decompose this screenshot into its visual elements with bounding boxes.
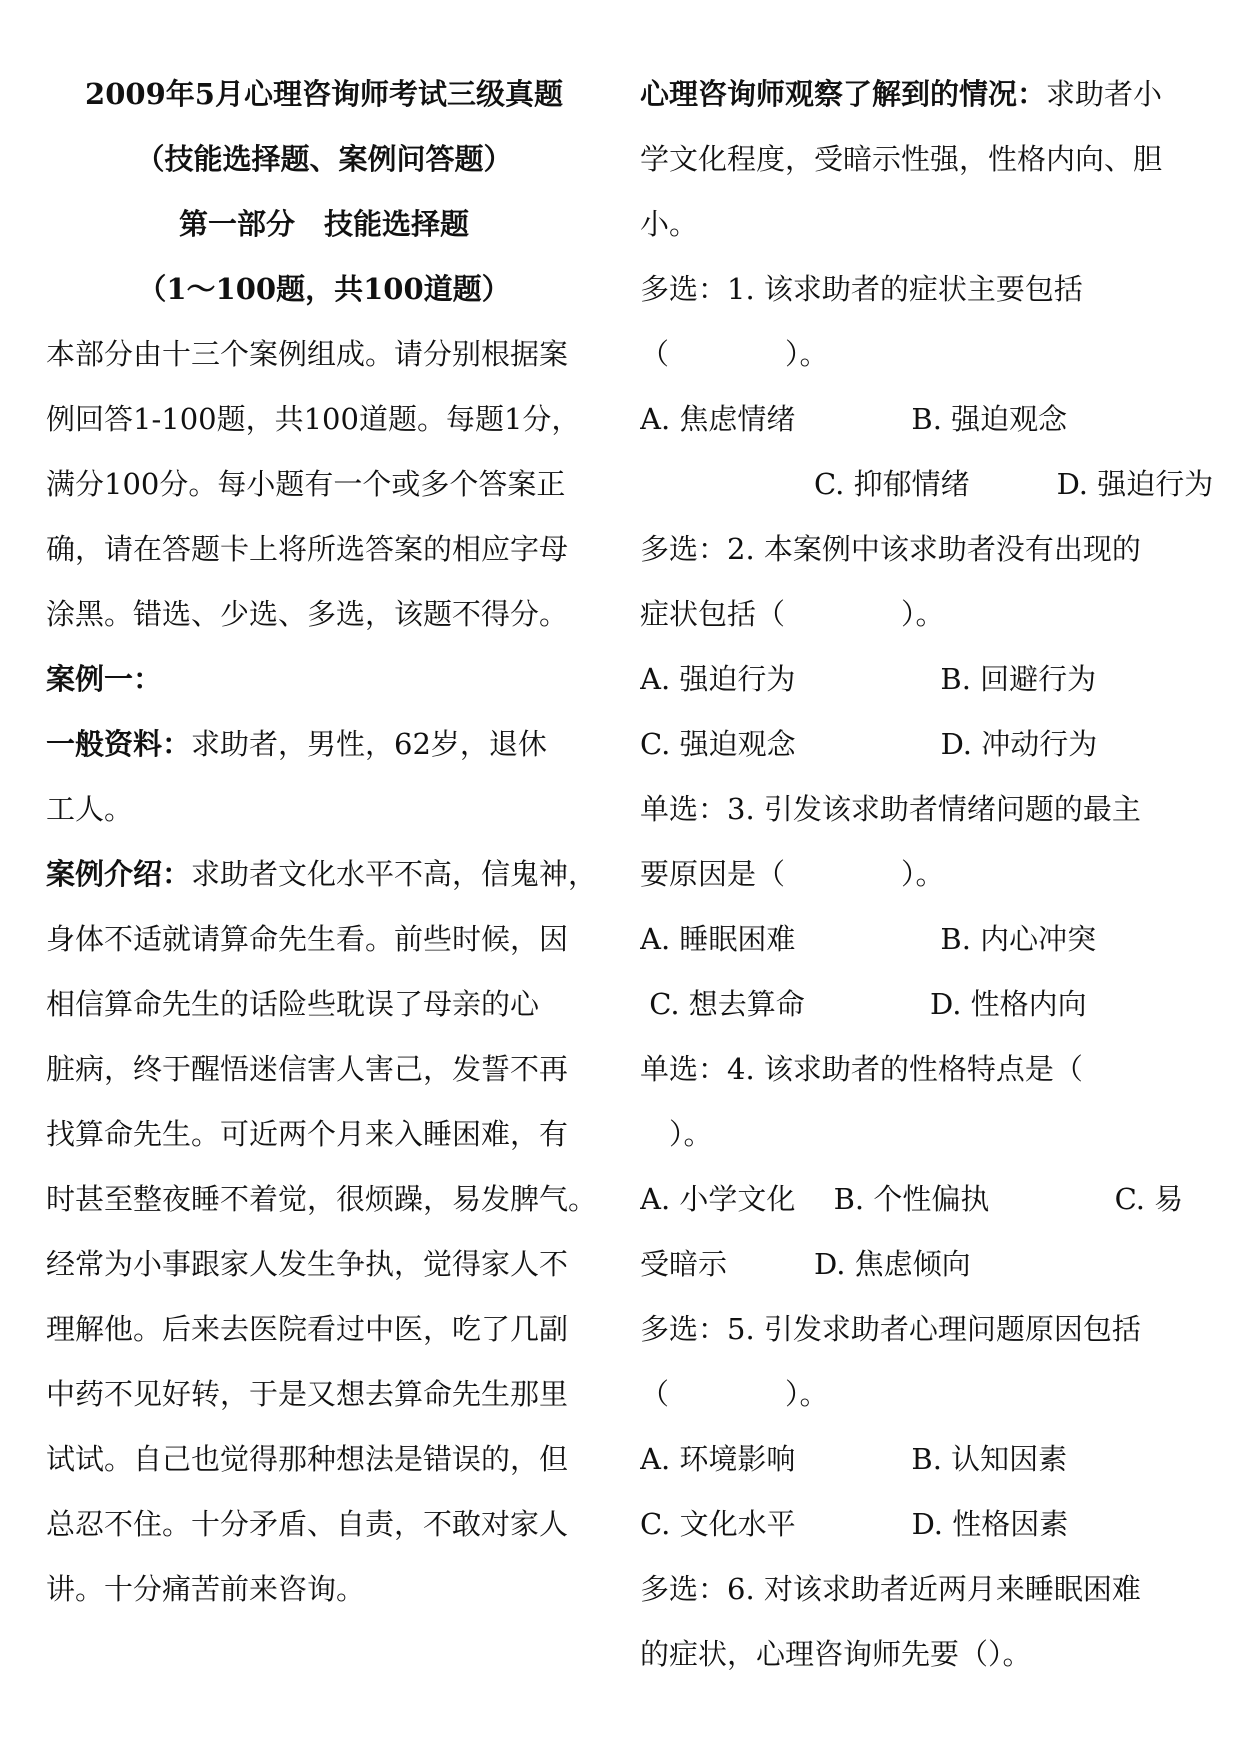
question-range: （1～100题，共100道题）: [137, 272, 511, 306]
question-6-cont: 的症状，心理咨询师先要（）。: [640, 1637, 1032, 1671]
question-2-cont: 症状包括（ ）。: [640, 597, 945, 631]
question-4-options: A. 小学文化 B. 个性偏执 C. 易: [640, 1182, 1184, 1216]
case-text-line: 找算命先生。可近两个月来入睡困难，有: [46, 1117, 569, 1151]
question-1-options: A. 焦虑情绪 B. 强迫观念: [640, 402, 1068, 436]
question-2-options: A. 强迫行为 B. 回避行为: [640, 662, 1097, 696]
question-4: 单选：4. 该求助者的性格特点是（: [640, 1052, 1083, 1086]
question-5-options: A. 环境影响 B. 认知因素: [640, 1442, 1068, 1476]
observation-cont: 学文化程度，受暗示性强，性格内向、胆: [640, 142, 1163, 176]
observation-label: 心理咨询师观察了解到的情况：: [640, 77, 1047, 111]
case-text-line: 试试。自己也觉得那种想法是错误的，但: [46, 1442, 569, 1476]
question-2: 多选：2. 本案例中该求助者没有出现的: [640, 532, 1141, 566]
general-info-text: 求助者，男性，62岁，退休: [191, 727, 547, 761]
observation-cont: 小。: [640, 207, 699, 241]
intro-line: 满分100分。每小题有一个或多个答案正: [46, 467, 566, 501]
case-intro-text: 求助者文化水平不高，信鬼神，: [191, 857, 598, 891]
question-3-options: C. 想去算命 D. 性格内向: [640, 987, 1087, 1021]
exam-subtitle: （技能选择题、案例问答题）: [135, 142, 513, 176]
intro-line: 涂黑。错选、少选、多选，该题不得分。: [46, 597, 569, 631]
intro-line: 本部分由十三个案例组成。请分别根据案: [46, 337, 569, 371]
intro-line: 例回答1-100题，共100道题。每题1分，: [46, 402, 581, 436]
intro-line: 确，请在答题卡上将所选答案的相应字母: [46, 532, 569, 566]
case-text-line: 讲。十分痛苦前来咨询。: [46, 1572, 366, 1606]
question-3: 单选：3. 引发该求助者情绪问题的最主: [640, 792, 1141, 826]
case-intro-line: [46, 842, 602, 907]
exam-title: 2009年5月心理咨询师考试三级真题: [85, 77, 563, 111]
part-heading: 第一部分 技能选择题: [178, 207, 469, 241]
question-5-blank: （ ）。: [640, 1377, 829, 1411]
question-5: 多选：5. 引发求助者心理问题原因包括: [640, 1312, 1141, 1346]
observation-text: 求助者小: [1046, 77, 1163, 111]
general-info-line: [46, 712, 602, 777]
general-info-label: 一般资料：: [46, 727, 192, 761]
question-4-cont: ）。: [640, 1117, 713, 1151]
case-text-line: 相信算命先生的话险些耽误了母亲的心: [46, 987, 540, 1021]
case-text-line: 时甚至整夜睡不着觉，很烦躁，易发脾气。: [46, 1182, 598, 1216]
case-text-line: 理解他。后来去医院看过中医，吃了几副: [46, 1312, 569, 1346]
case-text-line: 脏病，终于醒悟迷信害人害己，发誓不再: [46, 1052, 569, 1086]
question-3-options: A. 睡眠困难 B. 内心冲突: [640, 922, 1097, 956]
question-3-cont: 要原因是（ ）。: [640, 857, 945, 891]
case-text-line: 中药不见好转，于是又想去算命先生那里: [46, 1377, 569, 1411]
case-title: 案例一：: [46, 662, 163, 696]
question-5-options: C. 文化水平 D. 性格因素: [640, 1507, 1069, 1541]
case-text-line: 总忍不住。十分矛盾、自责，不敢对家人: [46, 1507, 569, 1541]
question-1-blank: （ ）。: [640, 337, 829, 371]
observation-line: [640, 62, 1220, 127]
question-6: 多选：6. 对该求助者近两月来睡眠困难: [640, 1572, 1141, 1606]
question-1-options: C. 抑郁情绪 D. 强迫行为: [640, 467, 1214, 501]
case-text-line: 经常为小事跟家人发生争执，觉得家人不: [46, 1247, 569, 1281]
left-column: [46, 62, 602, 1622]
question-4-options: 受暗示 D. 焦虑倾向: [640, 1247, 971, 1281]
case-text-line: 身体不适就请算命先生看。前些时候，因: [46, 922, 569, 956]
general-info-cont: 工人。: [46, 792, 134, 826]
right-column: [640, 62, 1220, 1687]
case-intro-label: 案例介绍：: [46, 857, 192, 891]
question-2-options: C. 强迫观念 D. 冲动行为: [640, 727, 1098, 761]
question-1: 多选：1. 该求助者的症状主要包括: [640, 272, 1083, 306]
